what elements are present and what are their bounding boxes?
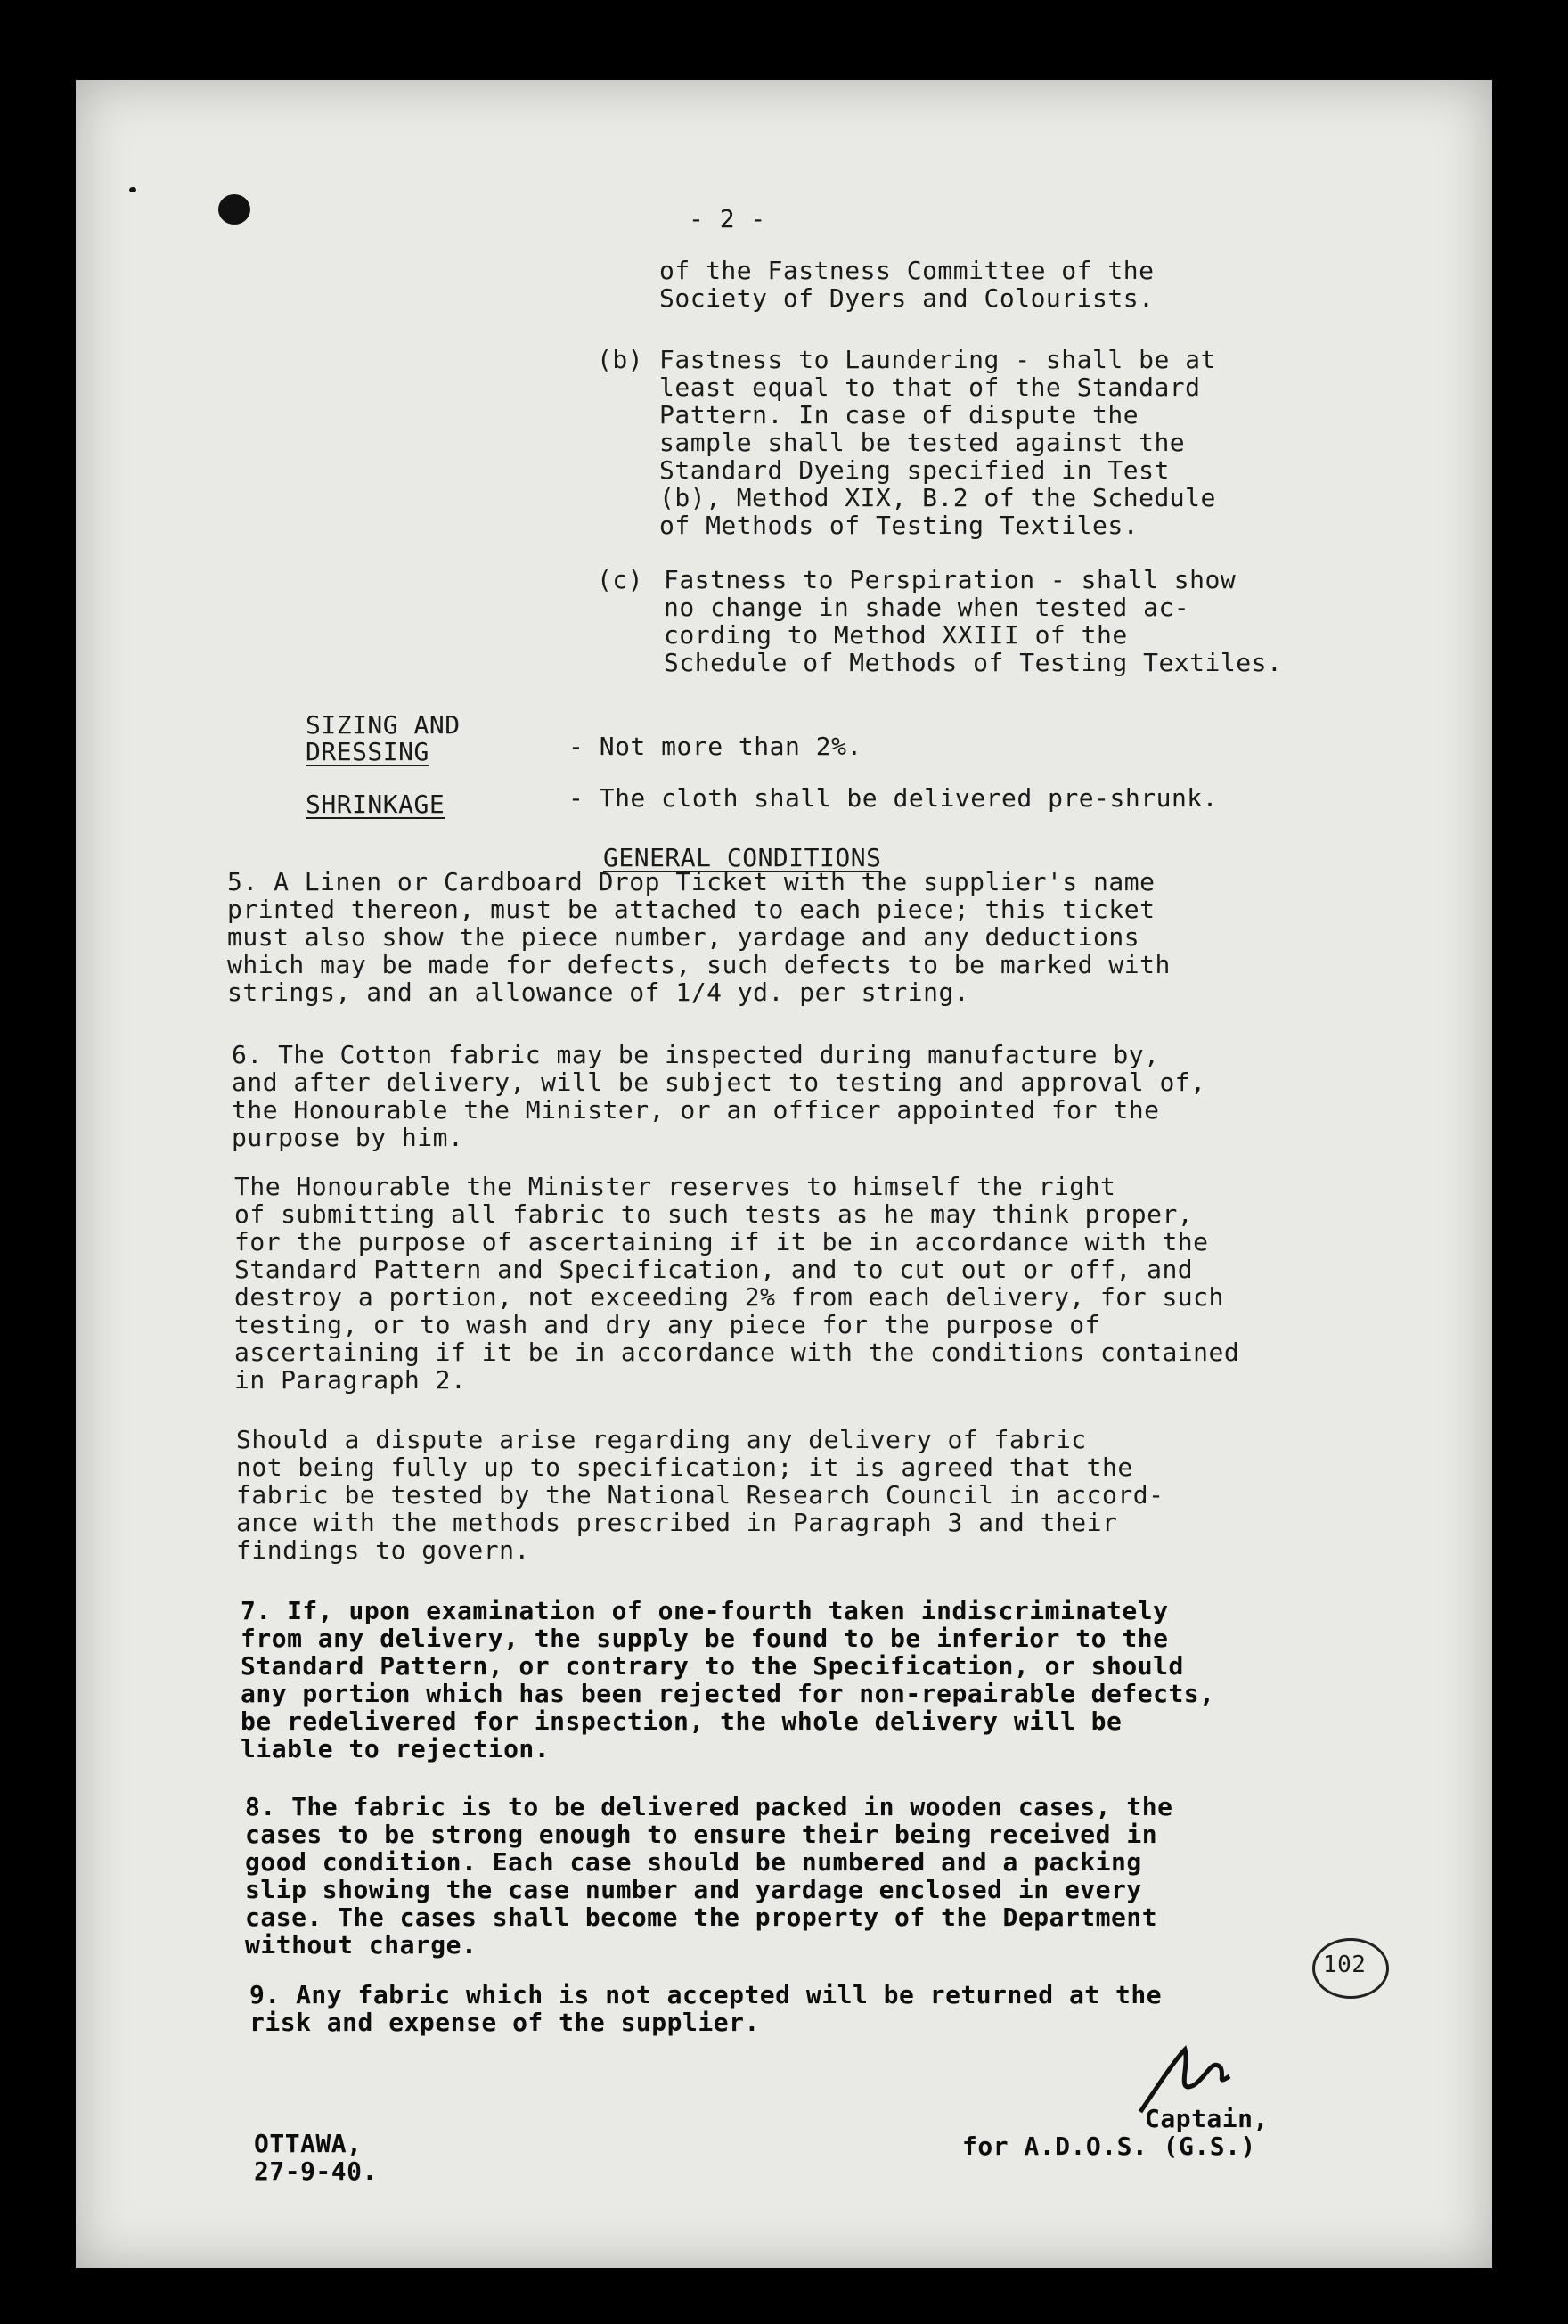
paragraph-6: 6. The Cotton fabric may be inspected during manufacture by, and after delivery, will be subject to testing and approval of, the Honourable the Minister, or an officer appointed for the purpose by him. xyxy=(232,1040,1206,1152)
sizing-label-2: DRESSING xyxy=(306,737,429,766)
page-number: - 2 - xyxy=(689,204,766,233)
signature-title: Captain, xyxy=(1145,2104,1269,2133)
shrinkage-value: - The cloth shall be delivered pre-shrunk. xyxy=(568,783,1219,813)
clause-b-label: (b) xyxy=(597,345,644,374)
ink-speck xyxy=(129,187,136,192)
paragraph-8: 8. The fabric is to be delivered packed in wooden cases, the cases to be strong enough to ensure their being received in good condition. Each case should be numbered and a packing slip showing the case number and yardage enclosed in every case. The cases shall become the property of the Department without charge. xyxy=(245,1792,1173,1960)
place: OTTAWA, xyxy=(254,2129,363,2158)
sizing-label-1: SIZING AND xyxy=(306,710,461,740)
ink-blot xyxy=(218,194,250,225)
paragraph-7: 7. If, upon examination of one-fourth taken indiscriminately from any delivery, the supply be found to be inferior to the Standard Pattern, or contrary to the Specification, or should any portion which has been rejected for non-repairable defects, be redelivered for inspection, the whole delivery will be liable to rejection. xyxy=(241,1596,1215,1763)
clause-b-text: Fastness to Laundering - shall be at least equal to that of the Standard Pattern. In case of dispute the sample shall be tested against the Standard Dyeing specified in Test (b), Method XIX, B.2 of the Schedule of Methods of Testing Textiles. xyxy=(659,345,1216,540)
signature-for: for A.D.O.S. (G.S.) xyxy=(962,2132,1256,2161)
paragraph-6-dispute: Should a dispute arise regarding any delivery of fabric not being fully up to specification; it is agreed that the fabric be tested by the National Research Council in accord- ance with the methods prescribed in Paragraph 3 and their findings to govern. xyxy=(236,1425,1164,1565)
margin-note: 102 xyxy=(1323,1952,1367,1978)
clause-c-text: Fastness to Perspiration - shall show no change in shade when tested ac- cording to Method XXIII of the Schedule of Methods of Testing Textiles. xyxy=(664,565,1283,677)
clause-c-label: (c) xyxy=(597,565,644,594)
general-conditions-heading: GENERAL CONDITIONS xyxy=(603,843,882,872)
sizing-value: - Not more than 2%. xyxy=(568,732,862,761)
fastness-continuation: of the Fastness Committee of the Society of Dyers and Colourists. xyxy=(659,256,1155,313)
paragraph-9: 9. Any fabric which is not accepted will be returned at the risk and expense of the supplier. xyxy=(249,1980,1163,2037)
paragraph-5: 5. A Linen or Cardboard Drop Ticket with the supplier's name printed thereon, must be attached to each piece; this ticket must also show the piece number, yardage and any deductions which may be made for defects, such defects to be marked with strings, and an allowance of 1/4 yd. per string. xyxy=(227,867,1171,1007)
document-page xyxy=(76,80,1492,2268)
shrinkage-label: SHRINKAGE xyxy=(306,790,445,819)
paragraph-6-reservation: The Honourable the Minister reserves to himself the right of submitting all fabric to such tests as he may think proper, for the purpose of ascertaining if it be in accordance with the Standard Pattern and Specification, and to cut out or off, and destroy a portion, not exceeding 2% from each delivery, for such testing, or to wash and dry any piece for the purpose of ascertaining if it be in accordance with the conditions contained in Paragraph 2. xyxy=(234,1172,1240,1395)
date: 27-9-40. xyxy=(254,2156,378,2186)
